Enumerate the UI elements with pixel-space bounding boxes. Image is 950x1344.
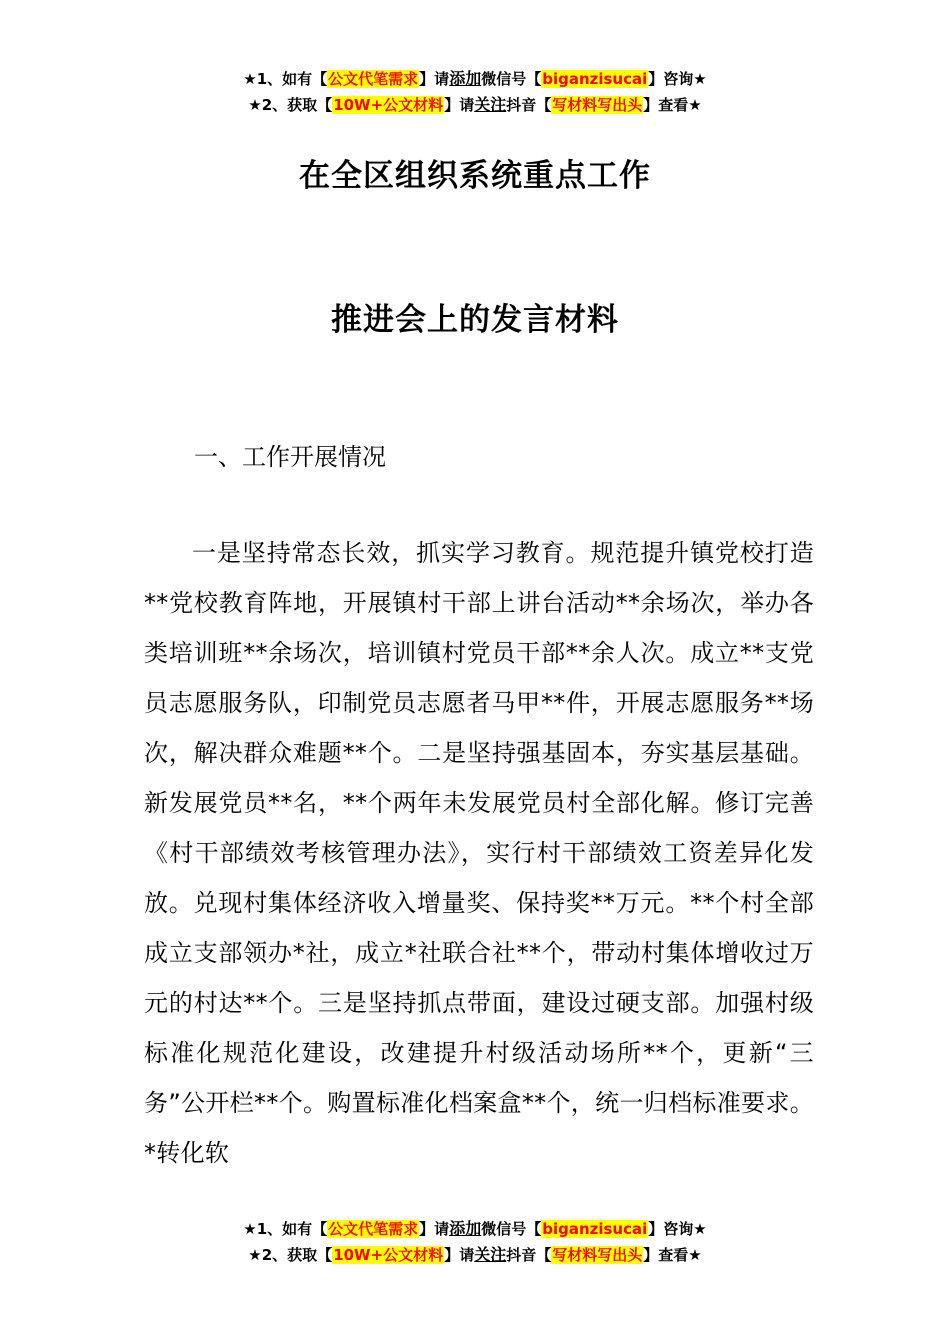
- highlight-wechat-id: biganzisucai: [542, 1220, 648, 1238]
- highlight-douyin-account: 写材料写出头: [552, 96, 643, 114]
- document-title-line-1: 在全区组织系统重点工作: [299, 158, 651, 194]
- underlined-word: 关注: [474, 95, 507, 114]
- banner-text: 微信号【: [481, 1220, 542, 1238]
- banner-line-1: [0, 1216, 950, 1242]
- banner-line-1: [0, 66, 950, 92]
- underlined-word: 添加: [449, 1219, 482, 1238]
- underlined-word: 关注: [474, 1245, 507, 1264]
- footer-banner: [0, 1216, 950, 1268]
- banner-text: 】请: [444, 1246, 475, 1264]
- section-heading: 一、工作开展情况: [194, 443, 386, 471]
- document-title-line-2: 推进会上的发言材料: [331, 302, 619, 338]
- highlight-wechat-id: biganzisucai: [542, 70, 648, 88]
- banner-text: 抖音【: [506, 96, 552, 114]
- banner-text: ★2、获取【: [248, 96, 333, 114]
- highlight-materials: 10W+公文材料: [333, 1246, 444, 1264]
- banner-text: 】咨询★: [648, 1220, 707, 1238]
- banner-text: 抖音【: [506, 1246, 552, 1264]
- banner-text: 】查看★: [643, 1246, 702, 1264]
- banner-line-2: [0, 1242, 950, 1268]
- banner-text: 】咨询★: [648, 70, 707, 88]
- underlined-word: 添加: [449, 69, 482, 88]
- banner-text: ★1、如有【: [243, 1220, 328, 1238]
- banner-text: ★1、如有【: [243, 70, 328, 88]
- banner-line-2: [0, 92, 950, 118]
- body-paragraph: 一是坚持常态长效，抓实学习教育。规范提升镇党校打造**党校教育阵地，开展镇村干部上讲台活动**余场次，举办各类培训班**余场次，培训镇村党员干部**余人次。成立**支党员志愿服务队，印制党员志愿者马甲**件，开展志愿服务**场次，解决群众难题**个。二是坚持强基固本，夯实基层基础。新发展党员**名，**个两年未发展党员村全部化解。修订完善《村干部绩效考核管理办法》，实行村干部绩效工资差异化发放。兑现村集体经济收入增量奖、保持奖**万元。**个村全部成立支部领办*社，成立*社联合社**个，带动村集体增收过万元的村达**个。三是坚持抓点带面，建设过硬支部。加强村级标准化规范化建设，改建提升村级活动场所**个，更新“三务”公开栏**个。购置标准化档案盒**个，统一归档标准要求。*转化软: [144, 539, 814, 1167]
- banner-text: 】查看★: [643, 96, 702, 114]
- banner-text: ★2、获取【: [248, 1246, 333, 1264]
- header-banner: [0, 66, 950, 118]
- highlight-materials: 10W+公文材料: [333, 96, 444, 114]
- highlight-service: 公文代笔需求: [328, 1220, 419, 1238]
- highlight-service: 公文代笔需求: [328, 70, 419, 88]
- banner-text: 微信号【: [481, 70, 542, 88]
- highlight-douyin-account: 写材料写出头: [552, 1246, 643, 1264]
- banner-text: 】请: [419, 1220, 450, 1238]
- banner-text: 】请: [444, 96, 475, 114]
- banner-text: 】请: [419, 70, 450, 88]
